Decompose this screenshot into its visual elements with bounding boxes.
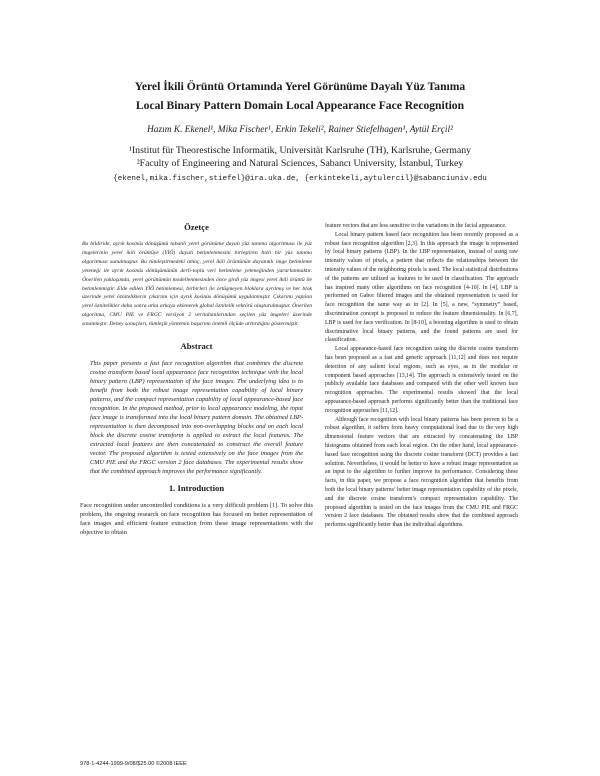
affiliation-karlsruhe: ¹Institut für Theorestische Informatik, Universität Karlsruhe (TH), Karlsruhe, Germany [128, 145, 471, 156]
copyright-footer: 978-1-4244-1999-9/08/$25.00 ©2008 IEEE [80, 761, 187, 767]
turkish-title: Yerel İkili Örüntü Ortamında Yerel Görünüme Dayalı Yüz Tanıma [134, 80, 466, 93]
abstract-heading: Abstract [180, 341, 213, 352]
left-column [80, 222, 313, 537]
introduction-heading: 1. Introduction [168, 483, 225, 494]
paragraph: Although face recognition with local binary patterns has been proven to be a robust algorithm, it suffers from heavy computational load due to the very high dimensional feature vectors that are extracted by concatenating the LBP histograms obtained from each local region. On the other hand, local appearance-based face recognition using the discrete cosine transform (DCT) provides a fast solution. Nevertheless, it would be better to have a robust image representation as an input to the algorithm to further improve its performance. Considering these facts, in this paper, we propose a face recognition algorithm that benefits from both the local binary patterns’ better image representation capability of the pixels, and the discrete cosine transform’s compact representation capability. The proposed algorithm is tested on the face images from the CMU PIE and FRGC version 2 face databases. The obtained results show that the combined approach performs significantly better than the individual algorithms. [325, 416, 518, 529]
introduction-text: Face recognition under uncontrolled conditions is a very difficult problem [1]. To solve this problem, the ongoing research on face recognition has focused on better representation of face images and efficient feature extraction from these image representations with the objective to obtain [80, 502, 313, 537]
affiliation-sabanci: ²Faculty of Engineering and Natural Sciences, Sabancı University, İstanbul, Turkey [136, 158, 464, 169]
paragraph: feature vectors that are less sensitive to the variations in the facial appearance. [325, 223, 507, 229]
author-list: Hazım K. Ekenel¹, Mika Fischer¹, Erkin Tekeli², Rainer Stiefelhagen¹, Aytül Erçil² [147, 125, 453, 135]
english-title: Local Binary Pattern Domain Local Appearance Face Recognition [135, 99, 465, 112]
author-emails: {ekenel,mika.fischer,stiefel}@ira.uka.de, {erkintekeli,aytulercil}@sabanciuniv.edu [113, 175, 487, 183]
abstract-text: This paper presents a fast face recognition algorithm that combines the discrete cosine transform based local appearance face recognition technique with the local binary pattern (LBP) representation of the face images. The underlying idea is to benefit from both the robust image representation capability of local binary patterns, and the compact representation capability of local appearance-based face recognition. In the proposed method, prior to local appearance modeling, the input face image is transformed into the local binary pattern domain. The obtained LBP-representation is then decomposed into non-overlapping blocks and on each local block the discrete cosine transform is applied to extract the local features. The extracted local features are then concatenated to construct the overall feature vector. The proposed algorithm is tested extensively on the face images from the CMU PIE and the FRGC version 2 face databases. The experimental results show that the combined approach improves the performance significantly. [90, 360, 303, 475]
paragraph: Local binary pattern based face recognition has been recently proposed as a robust face recognition algorithm [2,3]. In this approach the image is represented by local binary patterns (LBP). In the LBP representation, instead of using raw intensity values of pixels, a pattern that reflects the relationships between the intensity values of the neighboring pixels is used. The local statistical distributions of the patterns are utilized as features to be used in classification. The approach has inspired many other algorithms on face recognition [4-10]. In [4], LBP is performed on Gabor filtered images and the obtained representation is used for face recognition the same way as in [2]. In [5], a new, “symmetry” based, discrimination concept is proposed to reduce the feature dimensionality. In [6,7], LBP is used for face verification. In [8-10], a boosting algorithm is used to obtain discriminative local binary patterns, and the found patterns are used for classification. [325, 231, 518, 344]
ozetce-heading: Özetçe [184, 222, 209, 232]
ozetce-text: Bu bildiride, ayrık kosinüs dönüşümü tabanlı yerel görünüme dayalı yüz tanıma algoritması ile yüz imgelerinin yerel ikili örüntüye (YİÖ) dayalı betimlenmesini birleştiren hızlı bir yüz tanıma algoritması sunulmuştur. Bu tümleştirmedeki amaç, yerel ikili örüntünün dayanıklı imge betimleme yeteneği ile ayrık kosinüs dönüşümünün derli-toplu veri betimleme yeteneğinden yararlanmaktır. Önerilen yaklaşımda, yerel görünümün modellenmesinden önce girdi yüz imgesi yerel ikili örüntü ile betimlenmiştir. Elde edilen YİÖ betimlemesi, birbirleri ile örtüşmeyen bloklara ayrılmış ve her blok üzerinde yerel özniteliklerin çıkarımı için ayrık kosinüs dönüşümü uygulanmıştır. Çıkarımı yapılan yerel öznitelikler daha sonra arka arkaya eklenerek global öznitelik vektörü oluşturulmuştur. Önerilen algoritma, CMU PIE ve FRGC versiyon 2 veritabanlarından seçilen yüz imgeleri üzerinde sınanmıştır. Deney sonuçları, tümleşik yöntemin başarımı önemli ölçüde arttırdığını göstermiştir. [82, 241, 312, 328]
paragraph: Local appearance-based face recognition using the discrete cosine transform has been proposed as a fast and generic approach [11,12] and does not require detection of any salient local regions, such as eyes, as in the modular or component based approaches [13,14]. The approach is extensively tested on the publicly available face databases and compared with the other well known face recognition approaches. The experimental results showed that the local appearance-based approach performs significantly better than the traditional face recognition approaches [11,12]. [325, 346, 518, 414]
right-column [325, 222, 518, 530]
